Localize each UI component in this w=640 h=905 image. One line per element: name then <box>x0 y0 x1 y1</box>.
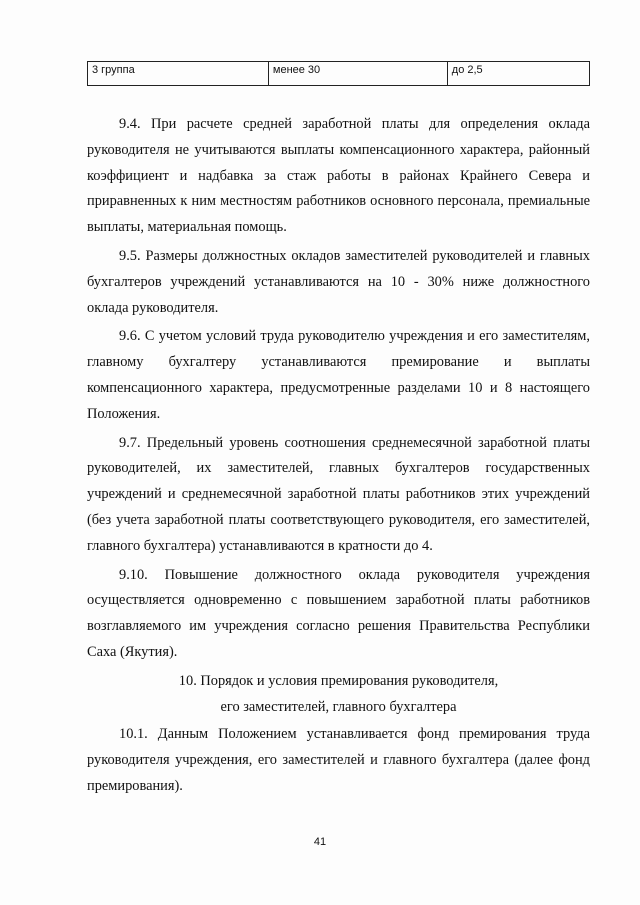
paragraph-9-6: 9.6. С учетом условий труда руководителю учреждения и его заместителям, главному бухгалтеру устанавливаются премирование и выплаты компенсационного характера, предусмотренные разделами 10 и 8 настоящего Положения. <box>87 328 590 422</box>
document-body <box>87 112 590 803</box>
page-number: 41 <box>313 836 327 848</box>
section-heading-line-2: его заместителей, главного бухгалтера <box>220 698 457 715</box>
table-cell-range: менее 30 <box>268 62 447 86</box>
paragraph-9-10: 9.10. Повышение должностного оклада руководителя учреждения осуществляется одновременно с повышением заработной платы работников возглавляемого им учреждения согласно решения Правительства Республики Саха (Якутия). <box>87 566 590 660</box>
paragraph-9-4: 9.4. При расчете средней заработной платы для определения оклада руководителя не учитываются выплаты компенсационного характера, районный коэффициент и надбавка за стаж работы в районах Крайнего Севера и приравненных к ним местностям работников основного персонала, премиальные выплаты, материальная помощь. <box>87 116 590 236</box>
table-cell-group: 3 группа <box>88 62 269 86</box>
paragraph-9-7: 9.7. Предельный уровень соотношения среднемесячной заработной платы руководителей, их заместителей, главных бухгалтеров государственных учреждений и среднемесячной заработной платы работников этих учреждений (без учета заработной платы соответствующего руководителя, его заместителей, главного бухгалтера) устанавливаются в кратности до 4. <box>87 434 590 554</box>
table-row <box>88 62 590 86</box>
table-cell-coefficient: до 2,5 <box>447 62 589 86</box>
group-table <box>87 61 590 86</box>
paragraph-10-1: 10.1. Данным Положением устанавливается фонд премирования труда руководителя учреждения, его заместителей и главного бухгалтера (далее фонд премирования). <box>87 726 590 794</box>
paragraph-9-5: 9.5. Размеры должностных окладов заместителей руководителей и главных бухгалтеров учреждений устанавливаются на 10 - 30% ниже должностного оклада руководителя. <box>87 247 590 316</box>
section-10-heading <box>87 669 590 721</box>
section-heading-line-1: 10. Порядок и условия премирования руководителя, <box>178 672 499 689</box>
